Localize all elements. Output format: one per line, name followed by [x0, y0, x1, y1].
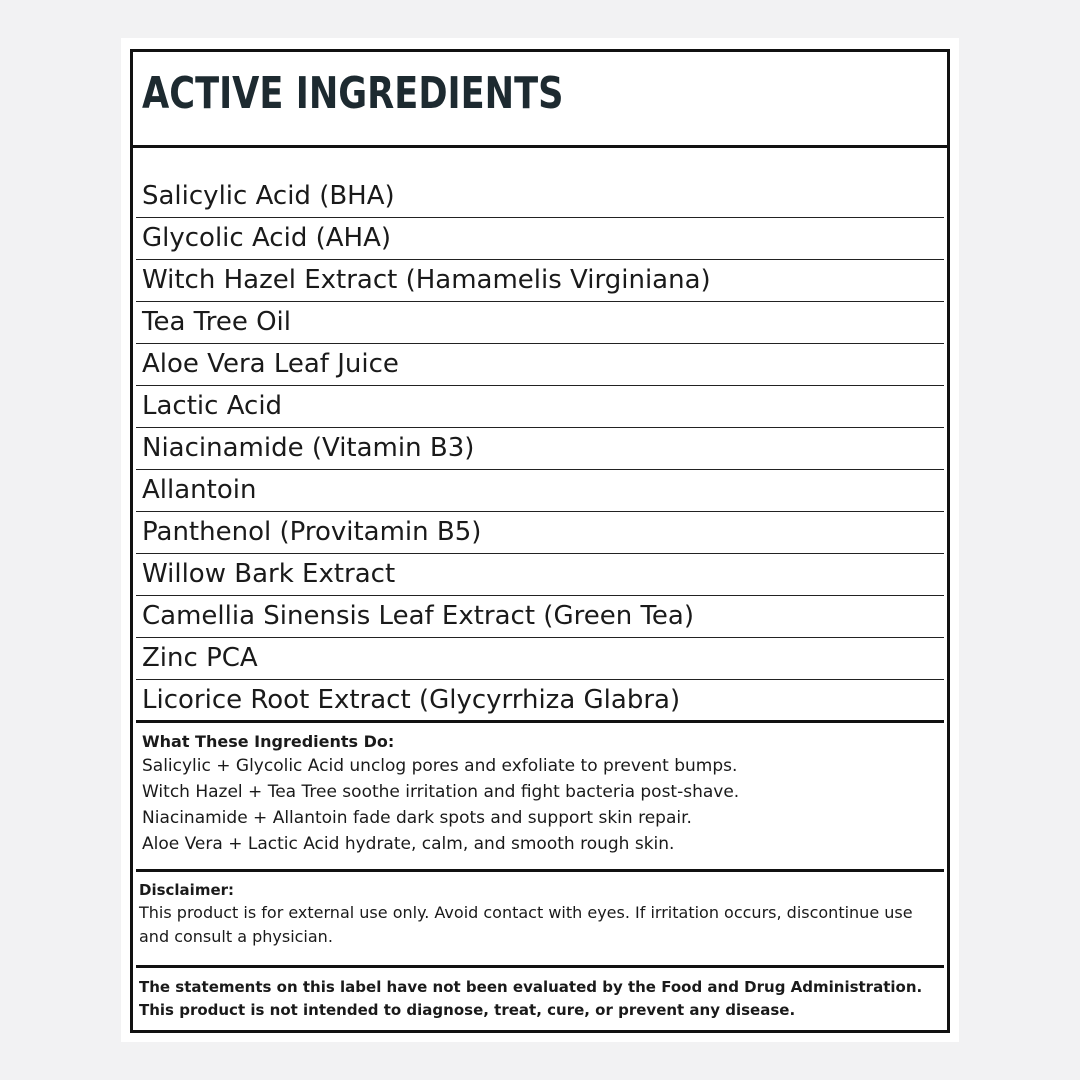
fda-statement-line: This product is not intended to diagnose, treat, cure, or prevent any disease. — [139, 1001, 796, 1019]
ingredient-item: Camellia Sinensis Leaf Extract (Green Tea) — [136, 596, 944, 638]
page-title: ACTIVE INGREDIENTS — [142, 68, 564, 119]
title-box — [133, 52, 947, 148]
ingredients-label — [130, 49, 950, 1033]
ingredient-item: Glycolic Acid (AHA) — [136, 218, 944, 260]
section-divider — [136, 720, 944, 723]
benefit-line: Aloe Vera + Lactic Acid hydrate, calm, and smooth rough skin. — [142, 834, 675, 854]
ingredient-item: Tea Tree Oil — [136, 302, 944, 344]
ingredient-item: Zinc PCA — [136, 638, 944, 680]
fda-statement-line: The statements on this label have not been evaluated by the Food and Drug Administration. — [139, 978, 923, 996]
section-divider — [136, 869, 944, 872]
benefit-line: Niacinamide + Allantoin fade dark spots and support skin repair. — [142, 808, 692, 828]
ingredient-list — [136, 176, 944, 722]
ingredient-item: Willow Bark Extract — [136, 554, 944, 596]
benefit-line: Witch Hazel + Tea Tree soothe irritation and fight bacteria post-shave. — [142, 782, 740, 802]
ingredient-item: Licorice Root Extract (Glycyrrhiza Glabra) — [136, 680, 944, 722]
disclaimer-text: This product is for external use only. Avoid contact with eyes. If irritation occurs, discontinue use and consult a physician. — [139, 903, 913, 946]
disclaimer-heading: Disclaimer: — [139, 881, 235, 899]
ingredient-item: Lactic Acid — [136, 386, 944, 428]
benefit-line: Salicylic + Glycolic Acid unclog pores and exfoliate to prevent bumps. — [142, 756, 738, 776]
what-ingredients-do-section — [142, 731, 942, 857]
ingredient-item: Allantoin — [136, 470, 944, 512]
section-divider — [136, 965, 944, 968]
section-heading: What These Ingredients Do: — [142, 732, 395, 751]
ingredient-item: Niacinamide (Vitamin B3) — [136, 428, 944, 470]
ingredient-item: Salicylic Acid (BHA) — [136, 176, 944, 218]
ingredient-item: Aloe Vera Leaf Juice — [136, 344, 944, 386]
ingredient-item: Panthenol (Provitamin B5) — [136, 512, 944, 554]
ingredient-item: Witch Hazel Extract (Hamamelis Virginiana) — [136, 260, 944, 302]
fda-statement-section — [139, 976, 943, 1022]
disclaimer-section — [139, 879, 943, 949]
